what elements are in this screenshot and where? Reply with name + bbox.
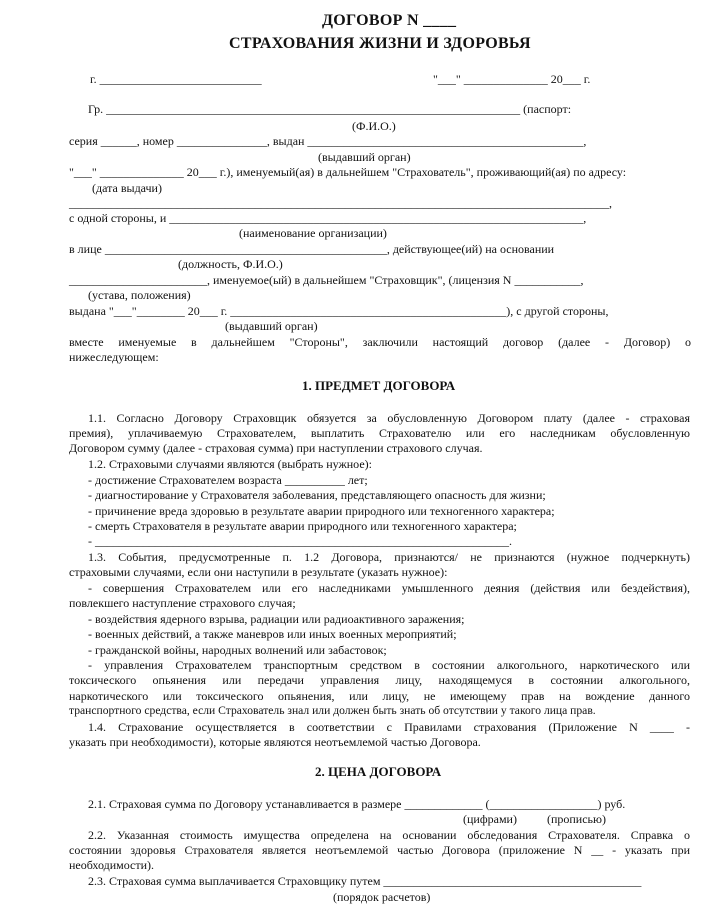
position-hint: (должность, Ф.И.О.) [178,257,283,271]
list-item: повлекшего наступление страхового случая; [69,596,296,610]
payment-method-hint: (порядок расчетов) [333,890,431,904]
list-item: - смерть Страхователя в результате аварии природного или техногенного характера; [88,519,517,533]
issuer-hint: (выдавший орган) [318,150,411,164]
clause-2-1: 2.1. Страховая сумма по Договору устанавливается в размере _____________ (__________________) руб. [88,797,626,811]
date-field: "___" ______________ 20___ г. [433,72,591,86]
clause-1-2: 1.2. Страховыми случаями являются (выбрать нужное): [88,457,372,471]
list-item: - совершения Страхователем или его наследниками умышленного деяния (действия или бездействия), [88,581,690,595]
clause-2-2: состоянии здоровья Страхователя является неотъемлемой частью Договора (приложение N __ - указать при [69,843,690,857]
clause-2-2: 2.2. Указанная стоимость имущества определена на основании обследования Страхователя. Справка о [88,828,690,842]
list-item: - гражданской войны, народных волнений или забастовок; [88,643,387,657]
passport-line: серия ______, номер _______________, выдан ______________________________________________, [69,134,587,148]
clause-1-1: Договором сумму (далее - страховая сумма) при наступлении страхового случая. [69,441,483,455]
list-item: - воздействия ядерного взрыва, радиации или радиоактивного заражения; [88,612,465,626]
clause-1-1: 1.1. Согласно Договору Страховщик обязуется за обусловленную Договором плату (далее - страховая [88,411,690,425]
charter-hint: (устава, положения) [88,288,191,302]
citizen-line: Гр. _____________________________________________________________________ (паспорт: [88,102,572,116]
license-line: выдана "___"________ 20___ г. ______________________________________________), с другой стороны, [69,304,609,318]
clause-1-1: премия), уплачиваемую Страхователем, выплатить Страхователю или его наследникам обусловленную [69,426,690,440]
parties-summary-line: вместе именуемые в дальнейшем "Стороны", заключили настоящий договор (далее - Договор) о [69,335,691,349]
list-item: - диагностирование у Страхователя заболевания, представляющего опасность для жизни; [88,488,546,502]
clause-1-3: страховыми случаями, если они наступили в результате (указать нужное): [69,565,448,579]
list-item: - _____________________________________________________________________. [88,534,512,548]
clause-1-4: указать при необходимости), которые являются неотъемлемой частью Договора. [69,735,481,749]
list-item: транспортного средства, если Страхователь знал или должен быть знать об отсутствии у такого лица прав. [69,704,596,717]
address-line: __________________________________________________________________________________________, [69,196,612,210]
list-item: - причинение вреда здоровью в результате аварии природного или техногенного характера; [88,504,555,518]
insured-line: "___" ______________ 20___ г.), именуемый(ая) в дальнейшем "Страхователь", проживающий(ая) по адресу: [69,165,627,179]
clause-2-3: 2.3. Страховая сумма выплачивается Страховщику путем ___________________________________________ [88,874,642,888]
issue-date-hint: (дата выдачи) [92,181,162,195]
organization-hint: (наименование организации) [239,226,387,240]
list-item: - военных действий, а также маневров или иных военных мероприятий; [88,627,457,641]
list-item: токсического опьянения или передачи управления лицу, находящемуся в состоянии алкогольного, [69,673,690,687]
amount-hints: (цифрами) (прописью) [463,812,606,826]
clause-2-2: необходимости). [69,858,155,872]
insurer-line: _______________________, именуемое(ый) в дальнейшем "Страховщик", (лицензия N ___________, [69,273,584,287]
parties-summary-end: нижеследующем: [69,350,159,364]
document-title-subject: СТРАХОВАНИЯ ЖИЗНИ И ЗДОРОВЬЯ [229,35,531,52]
license-issuer-hint: (выдавший орган) [225,319,318,333]
section-2-heading: 2. ЦЕНА ДОГОВОРА [315,764,442,779]
other-party-line: с одной стороны, и _____________________________________________________________________, [69,211,587,225]
citizen-name-hint: (Ф.И.О.) [352,119,396,133]
list-item: - управления Страхователем транспортным средством в состоянии алкогольного, наркотического или [88,658,690,672]
list-item: - достижение Страхователем возраста __________ лет; [88,473,368,487]
city-field: г. ___________________________ [90,72,262,86]
clause-1-3: 1.3. События, предусмотренные п. 1.2 Договора, признаются/ не признаются (нужное подчеркнуть) [88,550,690,564]
clause-1-4: 1.4. Страхование осуществляется в соответствии с Правилами страхования (Приложение N ____ - [88,720,690,734]
list-item: наркотического или токсического опьянения, или лицу, не имеющему прав на вождение данного [69,689,690,703]
section-1-heading: 1. ПРЕДМЕТ ДОГОВОРА [302,378,456,393]
represented-by-line: в лице _______________________________________________, действующее(ий) на основании [69,242,555,256]
document-title-number: ДОГОВОР N ____ [322,12,457,29]
